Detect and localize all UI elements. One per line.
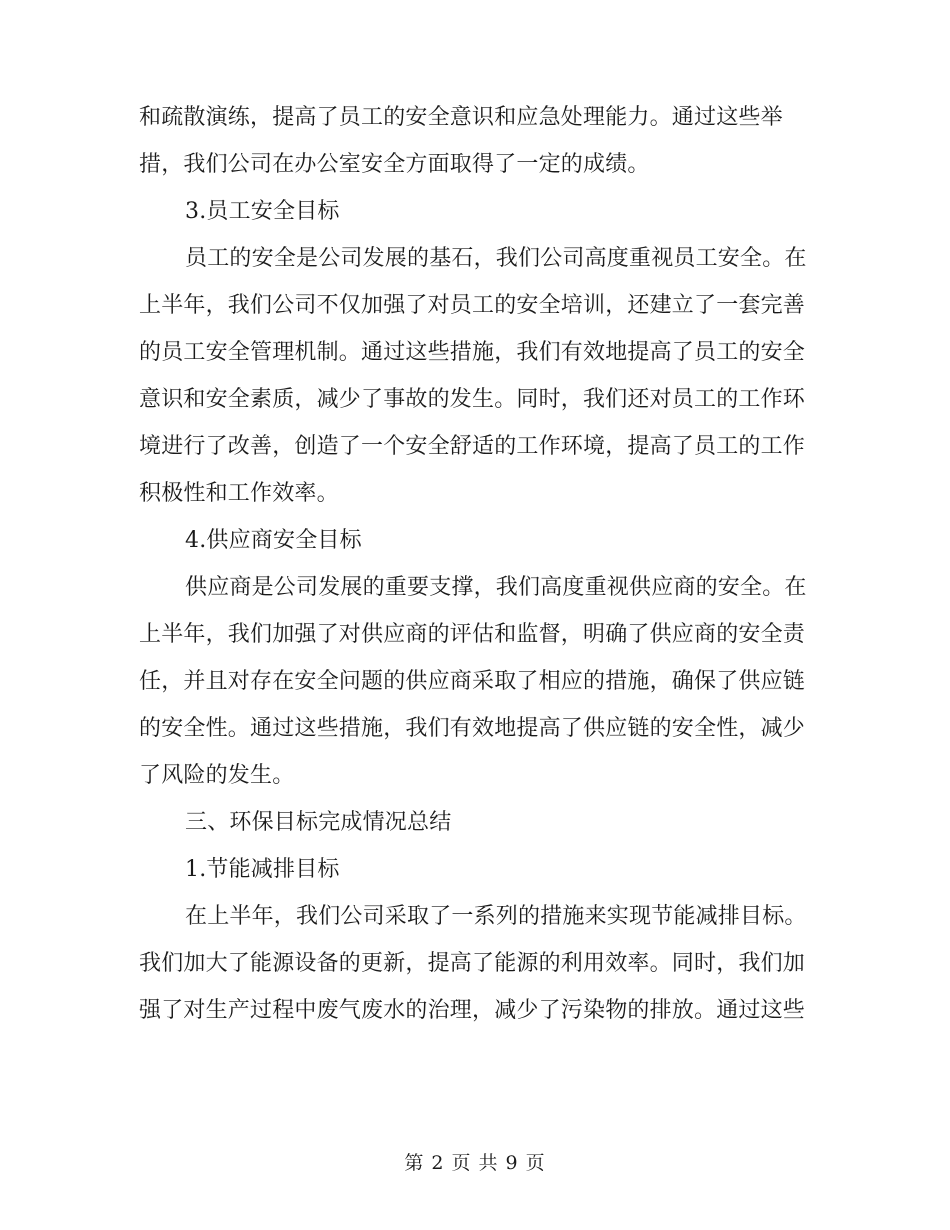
- text-line: 意识和安全素质，减少了事故的发生。同时，我们还对员工的工作环: [139, 387, 806, 412]
- page-footer: 第 2 页 共 9 页: [404, 1152, 546, 1174]
- text-line: 的员工安全管理机制。通过这些措施，我们有效地提高了员工的安全: [139, 340, 806, 365]
- text-line: 供应商是公司发展的重要支撑，我们高度重视供应商的安全。在: [185, 575, 807, 600]
- document-body: [139, 94, 809, 1034]
- text-line: 1.节能减排目标: [185, 857, 340, 882]
- text-line: 上半年，我们加强了对供应商的评估和监督，明确了供应商的安全责: [139, 622, 806, 647]
- text-line: 我们加大了能源设备的更新，提高了能源的利用效率。同时，我们加: [139, 951, 806, 976]
- text-line: 措，我们公司在办公室安全方面取得了一定的成绩。: [139, 152, 650, 177]
- text-line: 员工的安全是公司发展的基石，我们公司高度重视员工安全。在: [185, 246, 807, 271]
- text-line: 的安全性。通过这些措施，我们有效地提高了供应链的安全性，减少: [139, 716, 806, 741]
- text-line: 了风险的发生。: [139, 763, 295, 788]
- text-line: 三、环保目标完成情况总结: [185, 810, 452, 835]
- text-line: 境进行了改善，创造了一个安全舒适的工作环境，提高了员工的工作: [139, 434, 806, 459]
- text-line: 上半年，我们公司不仅加强了对员工的安全培训，还建立了一套完善: [139, 293, 806, 318]
- text-line: 和疏散演练，提高了员工的安全意识和应急处理能力。通过这些举: [139, 105, 783, 130]
- text-line: 积极性和工作效率。: [139, 481, 339, 506]
- text-line: 4.供应商安全目标: [185, 528, 362, 553]
- text-line: 3.员工安全目标: [185, 199, 340, 224]
- text-line: 在上半年，我们公司采取了一系列的措施来实现节能减排目标。: [185, 904, 807, 929]
- text-line: 任，并且对存在安全问题的供应商采取了相应的措施，确保了供应链: [139, 669, 806, 694]
- text-line: 强了对生产过程中废气废水的治理，减少了污染物的排放。通过这些: [139, 998, 806, 1023]
